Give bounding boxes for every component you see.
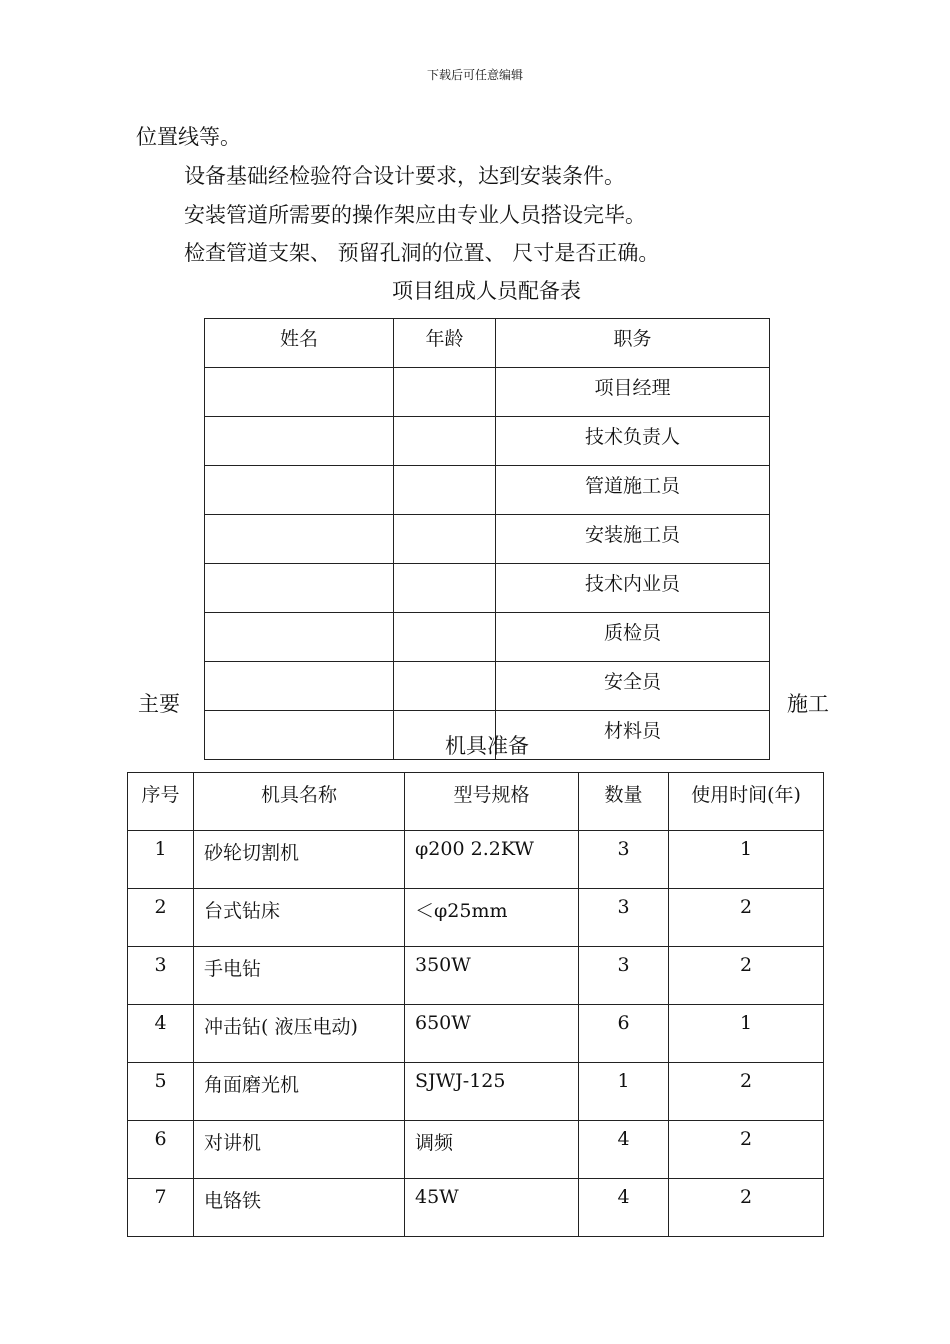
equipment-cell-spec: SJWJ-125	[405, 1063, 579, 1121]
equipment-cell-name: 手电钻	[194, 947, 405, 1005]
equipment-cell-name: 对讲机	[194, 1121, 405, 1179]
equipment-table-header-row	[128, 773, 824, 831]
staff-header-position: 职务	[496, 319, 770, 368]
staff-cell-name	[205, 564, 394, 613]
staff-header-name: 姓名	[205, 319, 394, 368]
equipment-cell-duration: 2	[669, 1063, 824, 1121]
side-text-right: 施工	[787, 692, 829, 716]
table-row	[205, 515, 770, 564]
staff-cell-position: 安装施工员	[496, 515, 770, 564]
staff-header-age: 年龄	[394, 319, 496, 368]
staff-cell-age	[394, 368, 496, 417]
equipment-header-quantity: 数量	[579, 773, 669, 831]
equipment-cell-quantity: 3	[579, 947, 669, 1005]
equipment-table	[127, 772, 824, 1237]
table-row	[128, 1005, 824, 1063]
equipment-cell-name: 角面磨光机	[194, 1063, 405, 1121]
equipment-cell-name: 冲击钻( 液压电动)	[194, 1005, 405, 1063]
staff-cell-position: 管道施工员	[496, 466, 770, 515]
equipment-cell-index: 7	[128, 1179, 194, 1237]
staff-table-header-row	[205, 319, 770, 368]
paragraph-2: 设备基础经检验符合设计要求，达到安装条件。	[184, 164, 625, 188]
equipment-cell-quantity: 3	[579, 889, 669, 947]
equipment-cell-duration: 2	[669, 947, 824, 1005]
table-row	[205, 564, 770, 613]
equipment-cell-index: 2	[128, 889, 194, 947]
equipment-cell-name: 电铬铁	[194, 1179, 405, 1237]
staff-table	[204, 318, 770, 760]
table-row	[205, 613, 770, 662]
equipment-cell-duration: 1	[669, 831, 824, 889]
staff-cell-position: 材料员	[496, 711, 770, 760]
equipment-cell-duration: 2	[669, 1121, 824, 1179]
equipment-cell-duration: 2	[669, 1179, 824, 1237]
table-row	[205, 662, 770, 711]
equipment-header-spec: 型号规格	[405, 773, 579, 831]
staff-table-title: 项目组成人员配备表	[392, 279, 581, 303]
table-row	[205, 417, 770, 466]
equipment-cell-spec: 350W	[405, 947, 579, 1005]
table-row	[128, 831, 824, 889]
equipment-cell-index: 4	[128, 1005, 194, 1063]
equipment-table-title: 机具准备	[445, 734, 529, 758]
staff-cell-age	[394, 613, 496, 662]
staff-cell-age	[394, 466, 496, 515]
staff-cell-position: 技术内业员	[496, 564, 770, 613]
equipment-header-index: 序号	[128, 773, 194, 831]
equipment-cell-quantity: 3	[579, 831, 669, 889]
table-row	[128, 889, 824, 947]
equipment-cell-index: 5	[128, 1063, 194, 1121]
equipment-header-duration: 使用时间(年)	[669, 773, 824, 831]
table-row	[128, 1121, 824, 1179]
equipment-header-name: 机具名称	[194, 773, 405, 831]
equipment-cell-spec: 650W	[405, 1005, 579, 1063]
paragraph-1: 位置线等。	[136, 125, 241, 149]
staff-cell-name	[205, 466, 394, 515]
header-note: 下载后可任意编辑	[426, 68, 523, 82]
staff-cell-name	[205, 368, 394, 417]
equipment-cell-quantity: 4	[579, 1179, 669, 1237]
table-row	[128, 947, 824, 1005]
table-row	[205, 466, 770, 515]
side-text-left: 主要	[138, 692, 180, 716]
equipment-cell-spec: ＜φ25mm	[405, 889, 579, 947]
equipment-cell-spec: 45W	[405, 1179, 579, 1237]
staff-cell-name	[205, 662, 394, 711]
staff-cell-age	[394, 662, 496, 711]
staff-cell-name	[205, 515, 394, 564]
staff-cell-name	[205, 417, 394, 466]
equipment-cell-duration: 2	[669, 889, 824, 947]
equipment-cell-index: 1	[128, 831, 194, 889]
equipment-cell-quantity: 6	[579, 1005, 669, 1063]
equipment-cell-name: 台式钻床	[194, 889, 405, 947]
table-row	[205, 368, 770, 417]
staff-cell-position: 技术负责人	[496, 417, 770, 466]
equipment-cell-name: 砂轮切割机	[194, 831, 405, 889]
staff-cell-age	[394, 515, 496, 564]
table-row	[128, 1063, 824, 1121]
paragraph-3: 安装管道所需要的操作架应由专业人员搭设完毕。	[184, 203, 646, 227]
staff-cell-position: 质检员	[496, 613, 770, 662]
paragraph-4: 检查管道支架、 预留孔洞的位置、 尺寸是否正确。	[184, 241, 660, 265]
equipment-cell-index: 6	[128, 1121, 194, 1179]
staff-cell-position: 安全员	[496, 662, 770, 711]
staff-cell-age	[394, 417, 496, 466]
equipment-cell-spec: 调频	[405, 1121, 579, 1179]
equipment-cell-index: 3	[128, 947, 194, 1005]
table-row	[128, 1179, 824, 1237]
staff-cell-name	[205, 613, 394, 662]
equipment-cell-quantity: 4	[579, 1121, 669, 1179]
equipment-cell-spec: φ200 2.2KW	[405, 831, 579, 889]
staff-cell-age	[394, 564, 496, 613]
equipment-cell-quantity: 1	[579, 1063, 669, 1121]
staff-cell-position: 项目经理	[496, 368, 770, 417]
equipment-cell-duration: 1	[669, 1005, 824, 1063]
